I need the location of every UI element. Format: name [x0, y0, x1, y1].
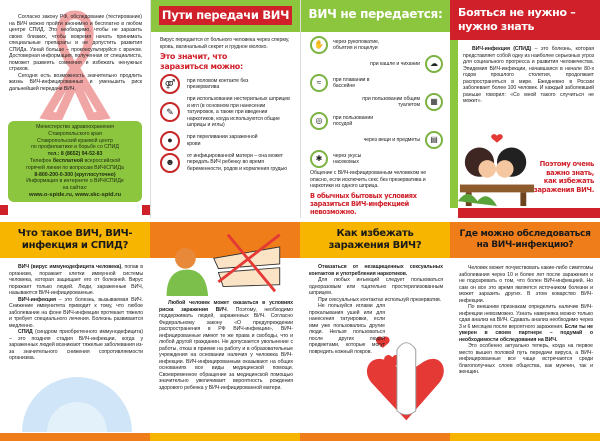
testing-paragraph: Согласно закону РФ, обследование (тестирование) на ВИЧ можно пройти анонимно и бесплатно в любом центре СПИД. Это необходимо, чтобы не заразить своих близких, чтобы вовремя начать принимать специальные препараты и не допустить развития СПИДа. Узнай больше – проконсультируйся с врачом. Достоверная информация, полученная от специалиста, поможет развеять сомнения и избежать ненужных страхов. [9, 14, 142, 72]
panel-dont-fear [450, 0, 600, 218]
panel-title: ВИЧ не передается: [308, 7, 443, 21]
website-links[interactable]: www.o-spide.ru, www.skc-spid.ru [28, 191, 121, 198]
panel-title: Пути передачи ВИЧ [159, 6, 292, 25]
safe-item: через рукопожатие, объятия и поцелуи [333, 38, 380, 51]
intro-text: Вирус передается от больного человека через сперму, кровь, вагинальный секрет и грудное молоко. [160, 37, 290, 50]
yellow-strip [450, 433, 600, 441]
life-paragraph: Сегодня есть возможность значительно продлить жизнь ВИЧ-инфицированных и уменьшить риск дальнейшей передачи ВИЧ. [9, 72, 142, 92]
red-strip [458, 208, 600, 218]
hiv-definition: ВИЧ (вирус иммунодефицита человека), попав в организм, поражает клетки иммунной системы человека, которая защищает его от болезней. Вирус поражает только людей. Люди, зараженные ВИЧ, называются ВИЧ-инфицированные. [9, 264, 143, 296]
dishes-icon: ◎ [310, 112, 328, 130]
aids-definition: СПИД (синдром приобретенного иммунодефицита) – это поздняя стадия ВИЧ-инфекции, когда у зараженных людей возникают тяжелые заболевания из-за значительного снижения сопротивляемости организма. [9, 329, 143, 361]
center-line: Ставропольский краевой центр [37, 137, 113, 144]
sites-label: на сайтах: [62, 185, 88, 192]
prevention-lead: Отказаться от незащищенных сексуальных контактов и употребления наркотиков. [309, 264, 443, 277]
panel-where-to-test [450, 222, 600, 441]
orange-strip [300, 433, 450, 441]
conclusion-text: В обычных бытовых условиях заразиться ВИЧ-инфекцией невозможно. [310, 191, 417, 216]
transmission-item: при переливании зараженной крови [187, 134, 258, 147]
swimmer-icon: ≈ [310, 74, 328, 92]
handshake-icon: ✋ [310, 36, 328, 54]
panel-title: Как избежать заражения ВИЧ? [328, 228, 422, 251]
hotline-label-2: горячей линии по вопросам ВИЧ/СПИДа [26, 164, 124, 171]
note-text: Общение с ВИЧ-инфицированным человеком не опасно, если исключить секс без презерватива и наркотики из одного шприца. [310, 170, 427, 189]
panel-not-transmitted [300, 0, 450, 218]
panel-testing-info [0, 0, 150, 218]
pointing-hands-illustration [158, 230, 293, 296]
contact-box [8, 121, 142, 202]
prevention-text: При сексуальных контактах используй презерватив. [318, 296, 442, 303]
prevention-text: Не пользуйся иглами для прокалывания ушей или для нанесения татуировки, если ими уже пользовались другие люди. Нельзя пользоваться после других людей предметами, которые могут повредить кожный покров. [309, 303, 385, 355]
hotline-label: Телефон бесплатной всероссийской [29, 157, 121, 164]
panel-rights [150, 222, 300, 441]
sneeze-icon: ☁ [425, 55, 443, 73]
internet-label: Информация в интернете о ВИЧ/СПИДе [26, 178, 124, 185]
safe-item: через укусы насекомых [333, 152, 362, 165]
virus-illustration [15, 372, 140, 432]
toilet-icon: ▦ [425, 93, 443, 111]
safe-item: при плавании в бассейне [333, 76, 370, 89]
rights-text: Любой человек может оказаться в условиях риска заражения ВИЧ. Поэтому, необходимо поддерживать людей, зараженных ВИЧ. Согласно Федеральному закону «О предупреждении распространения в РФ ВИЧ-инфекции», ВИЧ-инфицированные имеют те же права и свободы, что и любой другой гражданин. Не допускается увольнение с работы, отказ в приеме на работу и в образовательные учреждения на основании наличия у человека ВИЧ-инфекции. ВИЧ-инфицированным оказывают на общих основаниях все виды медицинской помощи. Своевременное обращение за медицинской помощью значительно увеличивает вероятность рождения здорового ребенка у ВИЧ-инфицированной матери. [159, 300, 293, 391]
mosquito-icon: ✱ [310, 150, 328, 168]
transmission-item: при использовании нестерильных шприцев и игл (в основном при нанесении татуировок, а также при введении наркотиков, когда используются общие шприцы и иглы) [187, 96, 290, 128]
hotline-number: 8-800-200-0-300 (круглосуточно) [34, 171, 116, 178]
panel-prevention [300, 222, 450, 441]
testing-text: По внешним признакам определить наличие ВИЧ-инфекции невозможно. Узнать наверняка можно только сдав анализ на ВИЧ. Сдавать анализ необходимо через 3 и 6 месяцев после вероятного заражения. Если ты не уверен в своем партнере – подумай о необходимости обследования на ВИЧ. [459, 304, 594, 343]
orange-strip [0, 433, 150, 441]
transmission-item: при половом контакте без презерватива [187, 77, 249, 90]
mother-child-icon: ☻ [160, 153, 180, 173]
panel-title: Где можно обследоваться на ВИЧ-инфекцию? [459, 228, 591, 250]
phone-number: тел.: 8 (8652) 94-52-83 [47, 151, 103, 158]
subtitle: Это значит, что заразиться можно: [160, 52, 243, 71]
ministry-line: Министерство здравоохранения [36, 124, 114, 130]
green-strip [450, 40, 458, 208]
syringe-icon: ✎ [160, 102, 180, 122]
hiv-infection-definition: ВИЧ-инфекция – это болезнь, вызываемая ВИЧ. Снижение иммунитета приводит к тому, что любое заболевание на фоне ВИЧ-инфекции протекает тяжело и требует специального лечения. Болезнь развивается медленно. [9, 296, 143, 329]
couple-icon: ⚤ [160, 74, 180, 94]
panel-title: Бояться не нужно – нужно знать [458, 6, 576, 33]
red-strip [0, 205, 8, 215]
safe-item: через вещи и предметы [363, 136, 420, 143]
safe-item: при пользовании общим туалетом [362, 95, 420, 108]
safe-item: при кашле и чихании [370, 60, 420, 67]
hiv-description: ВИЧ-инфекция (СПИД) – это болезнь, которая представляет собой одну из наиболее серьезных угроз для социального прогресса и развития человечества. Эпидемия ВИЧ-инфекции, начавшаяся в начале 80-х годов прошлого столетия, продолжает распространяться в мире. Ежедневно в России заболевает более 100 человек. И каждый заболевший раньше говорил: «Со мной такого случиться не может». [463, 46, 595, 104]
panel-what-is-hiv [0, 222, 150, 441]
region-line: Ставропольского края [48, 130, 102, 137]
center-line-2: по профилактике и борьбе со СПИД [31, 144, 119, 151]
safe-item: при пользовании посудой [333, 114, 374, 127]
yellow-strip [150, 433, 300, 441]
clothes-icon: ▤ [425, 131, 443, 149]
panel-title: Что такое ВИЧ, ВИЧ-инфекция и СПИД? [17, 228, 133, 251]
relevance-text: Это особенно актуально теперь, когда на первое место вышел половой путь передачи вируса, а ВИЧ-инфицированные все чаще встречаются среди благополучных слоев общества, как мужчин, так и женщин. [459, 343, 593, 375]
red-strip [142, 205, 150, 215]
symptoms-text: Человек может почувствовать какие-либо симптомы заболевания через 10 и более лет после заражения и не подозревать о том, что болен ВИЧ-инфекцией. Но сам он все это время является источником болезни и может заразить других. В этом коварство ВИЧ-инфекции. [459, 265, 593, 304]
prevention-text: Для любых инъекций следует пользоваться одноразовым или тщательно простерилизованным шприцем. [309, 277, 443, 296]
callout-text: Поэтому очень важно знать, как избежать заражения ВИЧ. [533, 160, 594, 194]
kissing-couple-illustration [458, 128, 536, 206]
blood-drop-icon: ● [160, 131, 180, 151]
transmission-item: от инфицированной матери – она может передать ВИЧ ребенку во время беременности, родов и кормления грудью [187, 152, 287, 172]
panel-transmission [150, 0, 300, 218]
